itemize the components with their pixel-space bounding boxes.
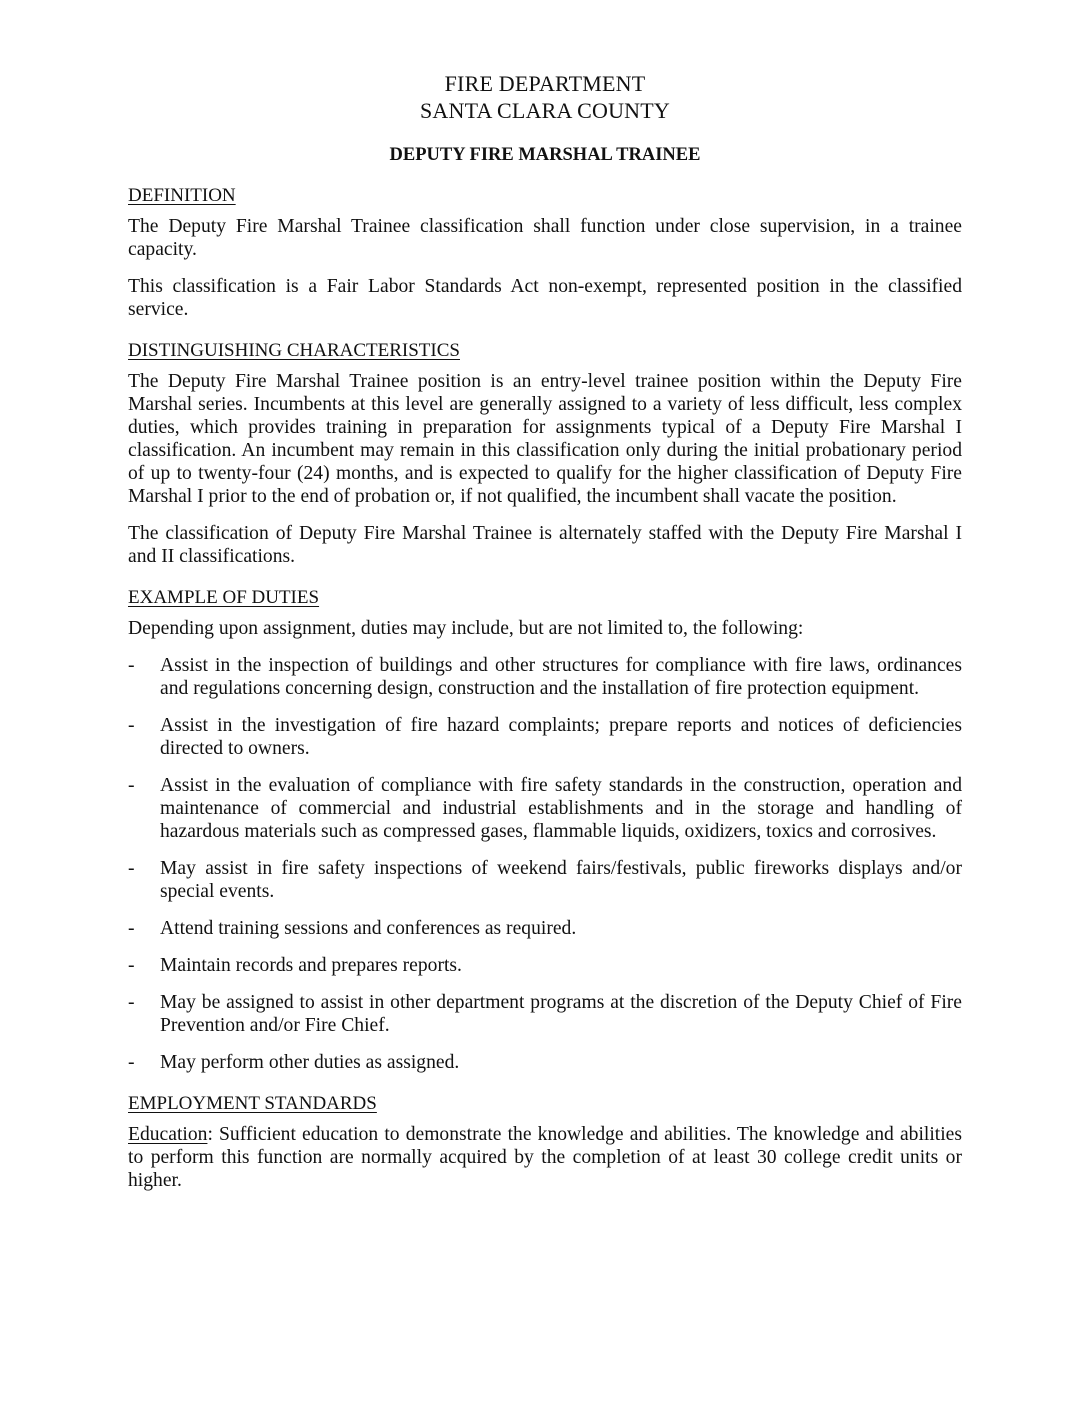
list-item — [128, 714, 962, 760]
duty-text: May perform other duties as assigned. — [160, 1052, 460, 1073]
duty-text: May be assigned to assist in other department programs at the discretion of the Deputy Chief of Fire Prevention and/or Fire Chief. — [160, 992, 962, 1036]
definition-paragraph-2: This classification is a Fair Labor Standards Act non-exempt, represented position in the classified service. — [128, 276, 962, 320]
list-item — [128, 1051, 962, 1074]
section-heading-definition: DEFINITION — [128, 185, 236, 206]
department-name: FIRE DEPARTMENT — [444, 71, 646, 96]
duty-text: Assist in the inspection of buildings and other structures for compliance with fire laws, ordinances and regulations concerning design, construction and the installation of fire protection equipment. — [160, 655, 962, 699]
duty-text: Maintain records and prepares reports. — [160, 955, 462, 976]
education-text: : Sufficient education to demonstrate the knowledge and abilities. The knowledge and abilities to perform this function are normally acquired by the completion of at least 30 college credit units or higher. — [128, 1124, 962, 1191]
section-heading-employment: EMPLOYMENT STANDARDS — [128, 1093, 377, 1114]
duty-text: Assist in the investigation of fire hazard complaints; prepare reports and notices of deficiencies directed to owners. — [160, 715, 962, 759]
list-item — [128, 857, 962, 903]
list-item — [128, 917, 962, 940]
document-title: DEPUTY FIRE MARSHAL TRAINEE — [389, 145, 701, 165]
bullet-dash: - — [128, 858, 135, 879]
list-item — [128, 774, 962, 843]
definition-paragraph-1: The Deputy Fire Marshal Trainee classification shall function under close supervision, in a trainee capacity. — [128, 216, 962, 260]
section-heading-distinguishing: DISTINGUISHING CHARACTERISTICS — [128, 340, 460, 361]
bullet-dash: - — [128, 1052, 135, 1073]
bullet-dash: - — [128, 715, 135, 736]
county-name: SANTA CLARA COUNTY — [420, 98, 670, 123]
distinguishing-paragraph-2: The classification of Deputy Fire Marshal Trainee is alternately staffed with the Deputy Fire Marshal I and II classifications. — [128, 523, 962, 567]
bullet-dash: - — [128, 992, 135, 1013]
bullet-dash: - — [128, 775, 135, 796]
duties-list — [128, 654, 962, 1074]
list-item — [128, 991, 962, 1037]
bullet-dash: - — [128, 955, 135, 976]
duty-text: Attend training sessions and conferences as required. — [160, 918, 577, 939]
duties-intro: Depending upon assignment, duties may include, but are not limited to, the following: — [128, 618, 804, 639]
list-item — [128, 654, 962, 700]
list-item — [128, 954, 962, 977]
duty-text: May assist in fire safety inspections of weekend fairs/festivals, public fireworks displays and/or special events. — [160, 858, 962, 902]
duty-text: Assist in the evaluation of compliance with fire safety standards in the construction, operation and maintenance of commercial and industrial establishments and in the storage and handling of hazardous materials such as compressed gases, flammable liquids, oxidizers, toxics and corrosives. — [160, 775, 962, 842]
document-page — [128, 70, 962, 1206]
education-label: Education — [128, 1124, 208, 1145]
section-heading-duties: EXAMPLE OF DUTIES — [128, 587, 320, 608]
distinguishing-paragraph-1: The Deputy Fire Marshal Trainee position is an entry-level trainee position within the Deputy Fire Marshal series. Incumbents at this level are generally assigned to a variety of less difficult, less complex duties, which provides training in preparation for assignments typical of a Deputy Fire Marshal I classification. An incumbent may remain in this classification only during the initial probationary period of up to twenty-four (24) months, and is expected to qualify for the higher classification of Deputy Fire Marshal I prior to the end of probation or, if not qualified, the incumbent shall vacate the position. — [128, 371, 962, 507]
bullet-dash: - — [128, 918, 135, 939]
education-paragraph — [128, 1123, 962, 1192]
bullet-dash: - — [128, 655, 135, 676]
